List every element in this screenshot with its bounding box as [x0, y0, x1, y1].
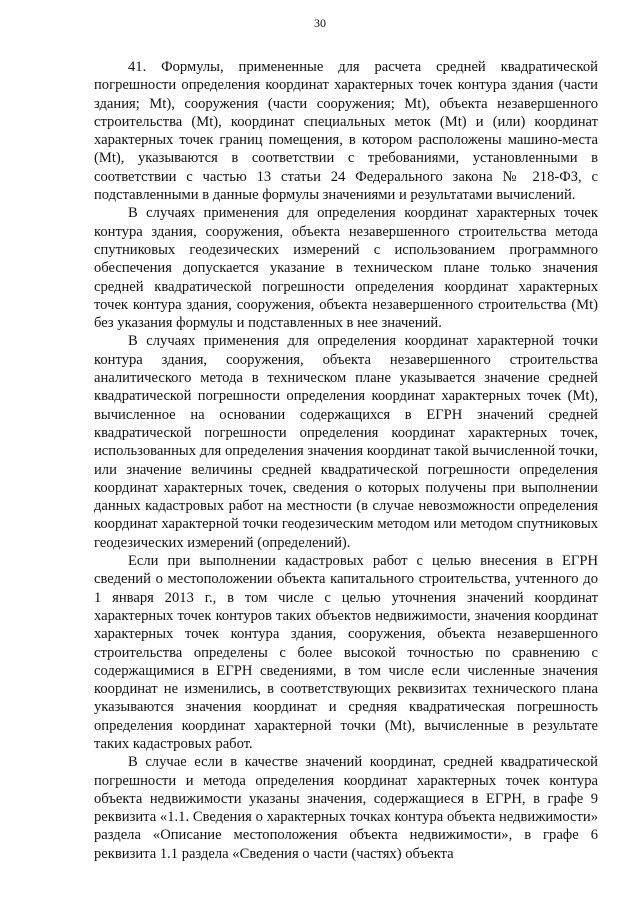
paragraph-analytical-method: В случаях применения для определения координат характерной точки контура здания, сооружения, объекта незавершенного строительства аналитического метода в техническом плане указывается значение средней квадратической погрешности определения координат характерных точек (Mt), вычисленное на основании содержащихся в ЕГРН значений средней квадратической погрешности определения координат характерных точек, использованных для определения значения координат такой вычисленной точки, или значение величины средней квадратической погрешности определения координат характерных точек, сведения о которых получены при выполнении данных кадастровых работ на местности (в случае невозможности определения координат характерной точки геодезическим методом или методом спутниковых геодезических измерений (определений). [94, 333, 598, 551]
paragraph-higher-accuracy: Если при выполнении кадастровых работ с целью внесения в ЕГРН сведений о местоположении объекта капитального строительства, учтенного до 1 января 2013 г., в том числе с целью уточнения значений координат характерных точек контуров таких объектов недвижимости, значения координат характерных точек контура здания, сооружения, объекта незавершенного строительства определены с более высокой точностью по сравнению с содержащимися в ЕГРН сведениями, в том числе если численные значения координат не изменились, в соответствующих реквизитах технического плана указываются значения координат и средняя квадратическая погрешность определения координат характерной точки (Mt), вычисленные в результате таких кадастровых работ. [94, 553, 598, 752]
page-number: 30 [314, 16, 326, 30]
paragraph-satellite-method: В случаях применения для определения координат характерных точек контура здания, сооружения, объекта незавершенного строительства метода спутниковых геодезических измерений с использованием программного обеспечения допускается указание в техническом плане только значения средней квадратической погрешности определения координат характерных точек контура здания, сооружения, объекта незавершенного строительства (Mt) без указания формулы и подставленных в нее значений. [94, 205, 598, 332]
paragraph-egrn-values: В случае если в качестве значений координат, средней квадратической погрешности и метода определения координат характерных точек контура объекта недвижимости указаны значения, содержащиеся в ЕГРН, в графе 9 реквизита «1.1. Сведения о характерных точках контура объекта недвижимости» раздела «Описание местоположения объекта недвижимости», в графе 6 реквизита 1.1 раздела «Сведения о части (частях) объекта [94, 754, 598, 862]
body-text [94, 58, 598, 863]
paragraph-formulas: 41. Формулы, примененные для расчета средней квадратической погрешности определения координат характерных точек контура здания (части здания; Mt), сооружения (части сооружения; Mt), объекта незавершенного строительства (Mt), координат специальных меток (Mt) и (или) координат характерных точек границ помещения, в котором расположены машино-места (Mt), указываются в соответствии с требованиями, установленными в соответствии с частью 13 статьи 24 Федерального закона № 218-ФЗ, с подставленными в данные формулы значениями и результатами вычислений. [94, 59, 598, 204]
